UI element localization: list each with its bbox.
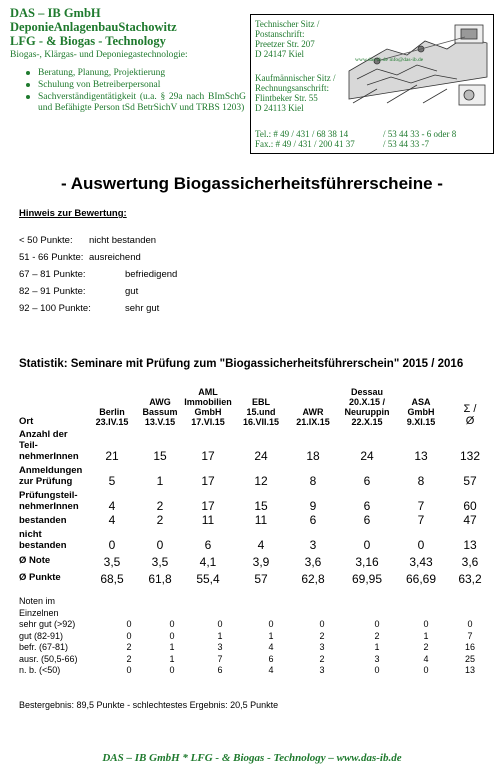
grade-count-cell: 0 [169,665,175,675]
grade-count-cell: 0 [423,619,429,629]
table-cell: 21 [105,449,119,463]
table-cell: 60 [463,499,477,513]
table-cell: 0 [108,538,116,552]
table-cell: 17 [201,449,215,463]
grade-count-cell: 1 [374,642,380,652]
table-cell: 8 [309,474,317,488]
grade-row [19,665,495,677]
table-cell: 6 [309,513,317,527]
table-cell: 132 [459,449,481,463]
grade-count-cell: 0 [126,630,132,641]
table-row [19,427,495,463]
table-row [19,569,495,586]
service-list [24,68,246,115]
grade-label: befriedigend [125,269,178,280]
table-cell: 66,69 [405,572,437,586]
table-cell: 3,43 [409,555,433,569]
column-header: AML Immobilien GmbH 17.VI.15 [184,387,232,427]
column-header: AWR 21.IX.15 [296,407,330,427]
grade-count-cell: 1 [423,630,429,641]
phone-number: Tel.: # 49 / 431 / 68 38 14 [255,129,349,139]
service-item: Beratung, Planung, Projektierung [24,68,246,79]
grade-count-cell: 3 [374,653,380,664]
grade-count-cell: 0 [374,619,380,629]
grade-count-cell: 0 [319,619,325,629]
row-label: Anmeldungen zur Prüfung [19,464,83,487]
table-cell: 6 [363,513,371,527]
column-header-total: Σ / Ø [463,403,477,427]
grade-count-cell: 2 [374,630,380,641]
notes-heading-row: Einzelnen [19,607,59,618]
web-email: www.das-ib.de info@das-ib.de [355,57,424,63]
table-cell: 0 [156,538,164,552]
grade-row-label: gut (82-91) [19,630,64,641]
table-header-row [19,379,495,427]
bullet-icon [26,95,30,99]
grade-row-label: ausr. (50,5-66) [19,653,78,664]
table-cell: 4 [257,538,265,552]
biogas-plant-illustration [347,19,491,111]
table-cell: 11 [254,513,268,527]
statistics-table [19,379,495,586]
table-cell: 9 [309,499,317,513]
grade-count-cell: 4 [268,665,274,675]
column-header: AWG Bassum 13.V.15 [142,397,178,427]
grade-count-cell: 1 [217,630,223,641]
table-row [19,527,495,552]
table-cell: 24 [254,449,268,463]
table-row [19,488,495,513]
grade-count-cell: 0 [374,665,380,675]
grade-label: ausreichend [89,252,141,263]
table-cell: 3,9 [252,555,270,569]
grade-count-cell: 0 [126,665,132,675]
table-cell: 17 [201,499,215,513]
grade-row [19,631,495,643]
table-cell: 3,5 [103,555,121,569]
table-cell: 13 [414,449,428,463]
grade-count-cell: 2 [126,642,132,652]
table-cell: 3,16 [355,555,379,569]
table-cell: 4,1 [199,555,217,569]
grade-row-label: n. b. (<50) [19,665,61,675]
bullet-icon [26,71,30,75]
grade-count-cell: 7 [467,630,473,641]
table-cell: 55,4 [196,572,220,586]
grade-label: gut [125,286,139,297]
table-cell: 13 [463,538,477,552]
grade-count-cell: 2 [423,642,429,652]
phone-mobile: / 53 44 33 - 6 oder 8 [383,129,457,139]
service-item: Schulung von Betreiberpersonal [24,80,246,91]
company-full-name: DeponieAnlagenbauStachowitz [10,20,177,34]
grade-row [19,654,495,666]
notes-heading-row: Noten im [19,596,56,606]
grade-count-cell: 1 [268,630,274,641]
statistics-title: Statistik: Seminare mit Prüfung zum "Biogassicherheitsführerschein" 2015 / 2016 [19,358,464,370]
grade-count-cell: 0 [169,630,175,641]
row-label: nicht bestanden [19,528,67,551]
table-cell: 5 [108,474,116,488]
table-cell: 6 [363,499,371,513]
table-cell: 12 [254,474,268,488]
grade-row [19,642,495,654]
grade-count-cell: 2 [126,653,132,664]
grade-range: 51 - 66 Punkte: [19,252,84,263]
row-label: Ø Note [19,555,51,566]
table-cell: 3 [309,538,317,552]
company-name: DAS – IB GmbH [10,6,101,20]
document-title: - Auswertung Biogassicherheitsführerscheine - [61,174,443,193]
table-cell: 3,5 [151,555,169,569]
grade-count-cell: 13 [464,665,475,675]
table-cell: 69,95 [351,572,383,586]
table-cell: 15 [254,499,268,513]
grade-count-cell: 1 [169,653,175,664]
table-cell: 47 [463,513,477,527]
grade-count-cell: 3 [319,642,325,652]
company-header [10,6,250,48]
table-cell: 24 [360,449,374,463]
contact-box [250,14,494,154]
page-footer: DAS – IB GmbH * LFG - & Biogas - Technology – www.das-ib.de [102,752,402,764]
technical-seat-address: Technischer Sitz / Postanschrift: Preetzer Str. 207 D 24147 Kiel [255,19,320,59]
table-cell: 11 [201,513,215,527]
table-cell: 7 [417,499,425,513]
grade-range: < 50 Punkte: [19,235,73,246]
table-cell: 7 [417,513,425,527]
grade-label: nicht bestanden [89,235,157,246]
table-row [19,463,495,488]
fax-mobile: / 53 44 33 -7 [383,139,429,149]
company-tagline: LFG - & Biogas - Technology [10,34,166,48]
table-row [19,513,495,527]
grade-row-label: sehr gut (>92) [19,619,76,629]
grade-count-cell: 6 [217,665,223,675]
grade-range: 67 – 81 Punkte: [19,269,86,280]
grade-count-cell: 0 [169,619,175,629]
row-label: Prüfungsteil- nehmerInnen [19,489,79,512]
table-cell: 2 [156,499,164,513]
grade-count-cell: 3 [217,642,223,652]
grade-count-cell: 0 [217,619,223,629]
table-cell: 1 [156,474,164,488]
grade-count-cell: 0 [268,619,274,629]
grade-count-cell: 6 [268,653,274,664]
table-cell: 68,5 [100,572,124,586]
fax-number: Fax.: # 49 / 431 / 200 41 37 [255,139,355,149]
table-cell: 6 [204,538,212,552]
grade-range: 92 – 100 Punkte: [19,303,91,314]
grade-count-cell: 0 [467,619,473,629]
row-label: bestanden [19,514,67,526]
grade-count-cell: 4 [268,642,274,652]
table-cell: 0 [417,538,425,552]
table-cell: 3,6 [461,555,479,569]
phone-fax [255,129,491,149]
bullet-icon [26,83,30,87]
best-worst-result: Bestergebnis: 89,5 Punkte - schlechtestes Ergebnis: 20,5 Punkte [19,700,279,710]
table-cell: 0 [363,538,371,552]
table-cell: 6 [363,474,371,488]
grade-range: 82 – 91 Punkte: [19,286,86,297]
grade-distribution-table [19,596,495,677]
table-cell: 18 [306,449,320,463]
grade-count-cell: 0 [423,665,429,675]
table-cell: 57 [254,572,268,586]
grade-count-cell: 4 [423,653,429,664]
table-cell: 4 [108,513,116,527]
table-row [19,552,495,569]
grade-count-cell: 7 [217,653,223,664]
table-cell: 63,2 [458,572,482,586]
grade-count-cell: 16 [464,642,475,652]
grade-count-cell: 3 [319,665,325,675]
row-label: Anzahl der Teil- nehmerInnen [19,428,79,462]
service-item: Sachverständigentätigkeit (u.a. § 29a nach BImSchG und Befähigte Person tSd BetrSichV und TRBS 1203) [24,92,246,114]
table-cell: 4 [108,499,116,513]
grade-count-cell: 25 [464,653,475,664]
grade-row-label: befr. (67-81) [19,642,69,652]
grade-label: sehr gut [125,303,160,314]
table-cell: 62,8 [301,572,325,586]
table-cell: 61,8 [148,572,172,586]
table-cell: 3,6 [304,555,322,569]
grade-row [19,619,495,631]
column-header: EBL 15.und 16.VII.15 [242,397,280,427]
column-header: ASA GmbH 9.XI.15 [406,397,436,427]
company-subtitle: Biogas-, Klärgas- und Deponiegastechnologie: [10,50,188,60]
grade-count-cell: 1 [169,642,175,652]
column-header: Berlin 23.IV.15 [95,407,129,427]
table-cell: 15 [153,449,167,463]
table-cell: 8 [417,474,425,488]
grade-count-cell: 2 [319,630,325,641]
table-cell: 17 [201,474,215,488]
grading-hint-title: Hinweis zur Bewertung: [19,208,127,219]
office-seat-address: Kaufmännischer Sitz / Rechnungsanschrift: Flintbeker Str. 55 D 24113 Kiel [255,73,336,113]
table-cell: 57 [463,474,477,488]
grade-count-cell: 0 [126,619,132,629]
ort-label: Ort [19,416,34,427]
table-cell: 2 [156,513,164,527]
column-header: Dessau 20.X.15 / Neuruppin 22.X.15 [344,387,390,427]
row-label: Ø Punkte [19,572,61,583]
grade-count-cell: 2 [319,653,325,664]
